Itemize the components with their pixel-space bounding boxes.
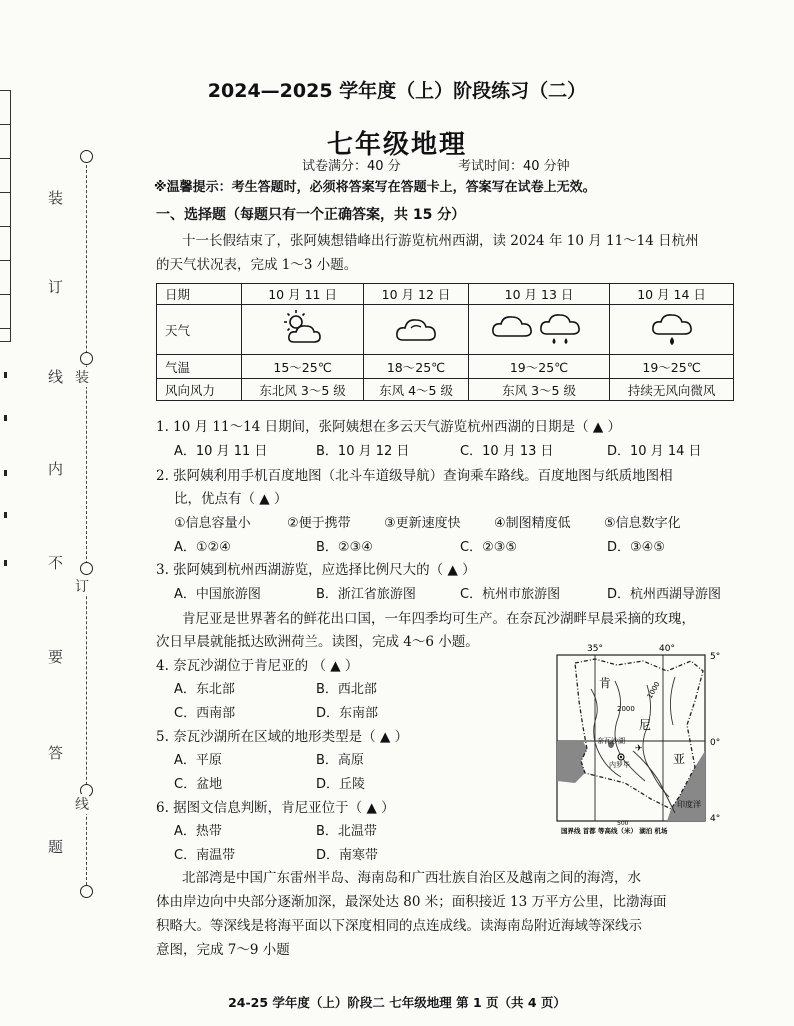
binding-char: 内	[48, 460, 64, 478]
section-heading: 一、选择题（每题只有一个正确答案，共 15 分）	[156, 207, 466, 223]
lake-label: 奈瓦沙湖	[597, 737, 625, 745]
row-label: 气温	[157, 355, 242, 379]
q6-option-b: B．北温带	[316, 824, 377, 839]
binding-char: 装	[48, 189, 64, 207]
date-cell: 10 月 12 日	[364, 284, 469, 305]
country-label: 肯	[599, 676, 612, 690]
q2-option-b: B．②③④	[316, 540, 373, 555]
q3-option-d: D．杭州西湖导游图	[607, 587, 722, 602]
binding-hole	[80, 352, 93, 365]
q4-option-b: B．西北部	[316, 682, 377, 697]
q2-item: ④制图精度低	[494, 516, 571, 531]
intro3-line3: 积略大。等深线是将海平面以下深度相同的点连成线。读海南岛附近海域等深线示	[156, 918, 642, 934]
rain-icon	[647, 308, 697, 348]
lon-label: 35°	[587, 644, 603, 654]
q4-option-c: C．西南部	[174, 706, 236, 721]
table-row	[157, 305, 734, 355]
binding-inner-char: 装	[75, 367, 89, 387]
margin-mark	[4, 470, 7, 476]
q2-stem-line1: 2. 张阿姨利用手机百度地图（北斗车道级导航）查询乘车路线。百度地图与纸质地图相	[156, 468, 673, 484]
row-label: 日期	[157, 284, 242, 305]
weather-cell	[468, 305, 609, 355]
weather-cell	[364, 305, 469, 355]
row-label: 天气	[157, 305, 242, 355]
q2-option-a: A．①②④	[174, 540, 231, 555]
binding-char: 题	[48, 838, 64, 856]
binding-char: 不	[48, 554, 64, 572]
weather-table	[156, 283, 734, 401]
intro3-line1: 北部湾是中国广东雷州半岛、海南岛和广西壮族自治区及越南之间的海湾，水	[182, 870, 641, 886]
temp-cell: 19～25℃	[610, 355, 734, 379]
margin-mark	[4, 372, 7, 378]
lat-label: 4°	[710, 814, 721, 824]
contour-value: 1000	[645, 680, 662, 700]
intro1-line2: 的天气状况表，完成 1～3 小题。	[156, 257, 358, 273]
binding-hole	[80, 885, 93, 898]
country-label: 亚	[673, 752, 686, 766]
lat-label: 0°	[710, 738, 721, 748]
binding-char: 要	[48, 648, 64, 666]
q2-stem-line2: 比，优点有（ ▲ ）	[174, 491, 288, 507]
wind-cell: 东风 3～5 级	[468, 379, 609, 401]
q2-item: ②便于携带	[287, 516, 351, 531]
cloudy-and-rain-icon	[489, 308, 589, 348]
q1-stem: 1. 10 月 11～14 日期间，张阿姨想在多云天气游览杭州西湖的日期是（ ▲ ）	[156, 419, 622, 435]
margin-mark	[4, 415, 7, 421]
q1-option-b: B．10 月 12 日	[316, 444, 410, 459]
weather-cell	[242, 305, 364, 355]
date-cell: 10 月 11 日	[242, 284, 364, 305]
q2-item: ①信息容量小	[174, 516, 251, 531]
q2-item: ③更新速度快	[384, 516, 461, 531]
q6-stem: 6. 据图文信息判断，肯尼亚位于（ ▲ ）	[156, 800, 395, 816]
legend-contour-value: 500	[617, 820, 629, 827]
binding-inner-char: 订	[75, 576, 89, 596]
q2-option-c: C．②③⑤	[460, 540, 518, 555]
q3-option-c: C．杭州市旅游图	[460, 587, 561, 602]
airport-icon: ✈	[635, 744, 643, 754]
q3-option-b: B．浙江省旅游图	[316, 587, 416, 602]
q1-option-c: C．10 月 13 日	[460, 444, 554, 459]
wind-cell: 东北风 3～5 级	[242, 379, 364, 401]
exam-time: 考试时间：40 分钟	[458, 159, 570, 174]
table-row	[157, 355, 734, 379]
binding-inner-char: 线	[75, 794, 89, 814]
lon-label: 40°	[659, 644, 675, 654]
table-row	[157, 284, 734, 305]
warm-tip: ※温馨提示：考生答题时，必须将答案写在答题卡上，答案写在试卷上无效。	[154, 180, 596, 195]
q2-option-d: D．③④⑤	[607, 540, 665, 555]
contour-value: 2000	[617, 705, 635, 713]
q5-option-b: B．高原	[316, 753, 364, 768]
full-score: 试卷满分：40 分	[302, 159, 401, 174]
intro1-line1: 十一长假结束了，张阿姨想错峰出行游览杭州西湖，读 2024 年 10 月 11～14 日杭州	[182, 233, 699, 249]
q5-option-d: D．丘陵	[316, 777, 366, 792]
table-row	[157, 379, 734, 401]
q3-stem: 3. 张阿姨到杭州西湖游览，应选择比例尺大的（ ▲ ）	[156, 562, 476, 578]
page-footer: 24-25 学年度（上）阶段二 七年级地理 第 1 页（共 4 页）	[228, 995, 566, 1010]
q2-item: ⑤信息数字化	[604, 516, 681, 531]
binding-char: 订	[48, 278, 64, 296]
binding-char: 线	[48, 368, 64, 386]
cloudy-icon	[391, 308, 441, 348]
wind-cell: 东风 4～5 级	[364, 379, 469, 401]
q3-option-a: A．中国旅游图	[174, 587, 261, 602]
temp-cell: 19～25℃	[468, 355, 609, 379]
q6-option-d: D．南寒带	[316, 848, 379, 863]
map-legend: 国界线 首都 等高线（米） 湖泊 机场	[561, 827, 668, 835]
ocean-label: 印度洋	[677, 800, 701, 809]
margin-mark	[4, 560, 7, 566]
q4-option-d: D．东南部	[316, 706, 379, 721]
subject-title: 七年级地理	[326, 130, 467, 160]
q4-option-a: A．东北部	[174, 682, 235, 697]
margin-mark	[4, 512, 7, 518]
capital-label: 内罗毕	[609, 761, 630, 769]
q5-option-c: C．盆地	[174, 777, 223, 792]
q4-stem: 4. 奈瓦沙湖位于肯尼亚的 （ ▲ ）	[156, 658, 359, 674]
q1-option-d: D．10 月 14 日	[607, 444, 702, 459]
kenya-map	[555, 641, 738, 839]
q5-stem: 5. 奈瓦沙湖所在区域的地形类型是（ ▲ ）	[156, 729, 409, 745]
capital-dot	[620, 756, 622, 758]
temp-cell: 18～25℃	[364, 355, 469, 379]
date-cell: 10 月 14 日	[610, 284, 734, 305]
country-label: 尼	[639, 718, 652, 732]
lat-label: 5°	[710, 652, 721, 662]
row-label: 风向风力	[157, 379, 242, 401]
intro2-line2: 次日早晨就能抵达欧洲荷兰。读图，完成 4～6 小题。	[156, 634, 479, 650]
partly-cloudy-icon	[278, 308, 328, 348]
weather-cell	[610, 305, 734, 355]
binding-char: 答	[48, 744, 64, 762]
q6-option-c: C．南温带	[174, 848, 236, 863]
q6-option-a: A．热带	[174, 824, 222, 839]
q5-option-a: A．平原	[174, 753, 222, 768]
intro3-line2: 体由岸边向中央部分逐渐加深，最深处达 80 米；面积接近 13 万平方公里，比渤海面	[156, 894, 667, 910]
q1-option-a: A．10 月 11 日	[174, 444, 268, 459]
wind-cell: 持续无风向微风	[610, 379, 734, 401]
date-cell: 10 月 13 日	[468, 284, 609, 305]
intro3-line4: 意图，完成 7～9 小题	[156, 942, 290, 958]
exam-title: 2024—2025 学年度（上）阶段练习（二）	[207, 80, 587, 102]
intro2-line1: 肯尼亚是世界著名的鲜花出口国，一年四季均可生产。在奈瓦沙湖畔早晨采摘的玫瑰，	[182, 611, 695, 627]
temp-cell: 15～25℃	[242, 355, 364, 379]
binding-hole	[80, 562, 93, 575]
